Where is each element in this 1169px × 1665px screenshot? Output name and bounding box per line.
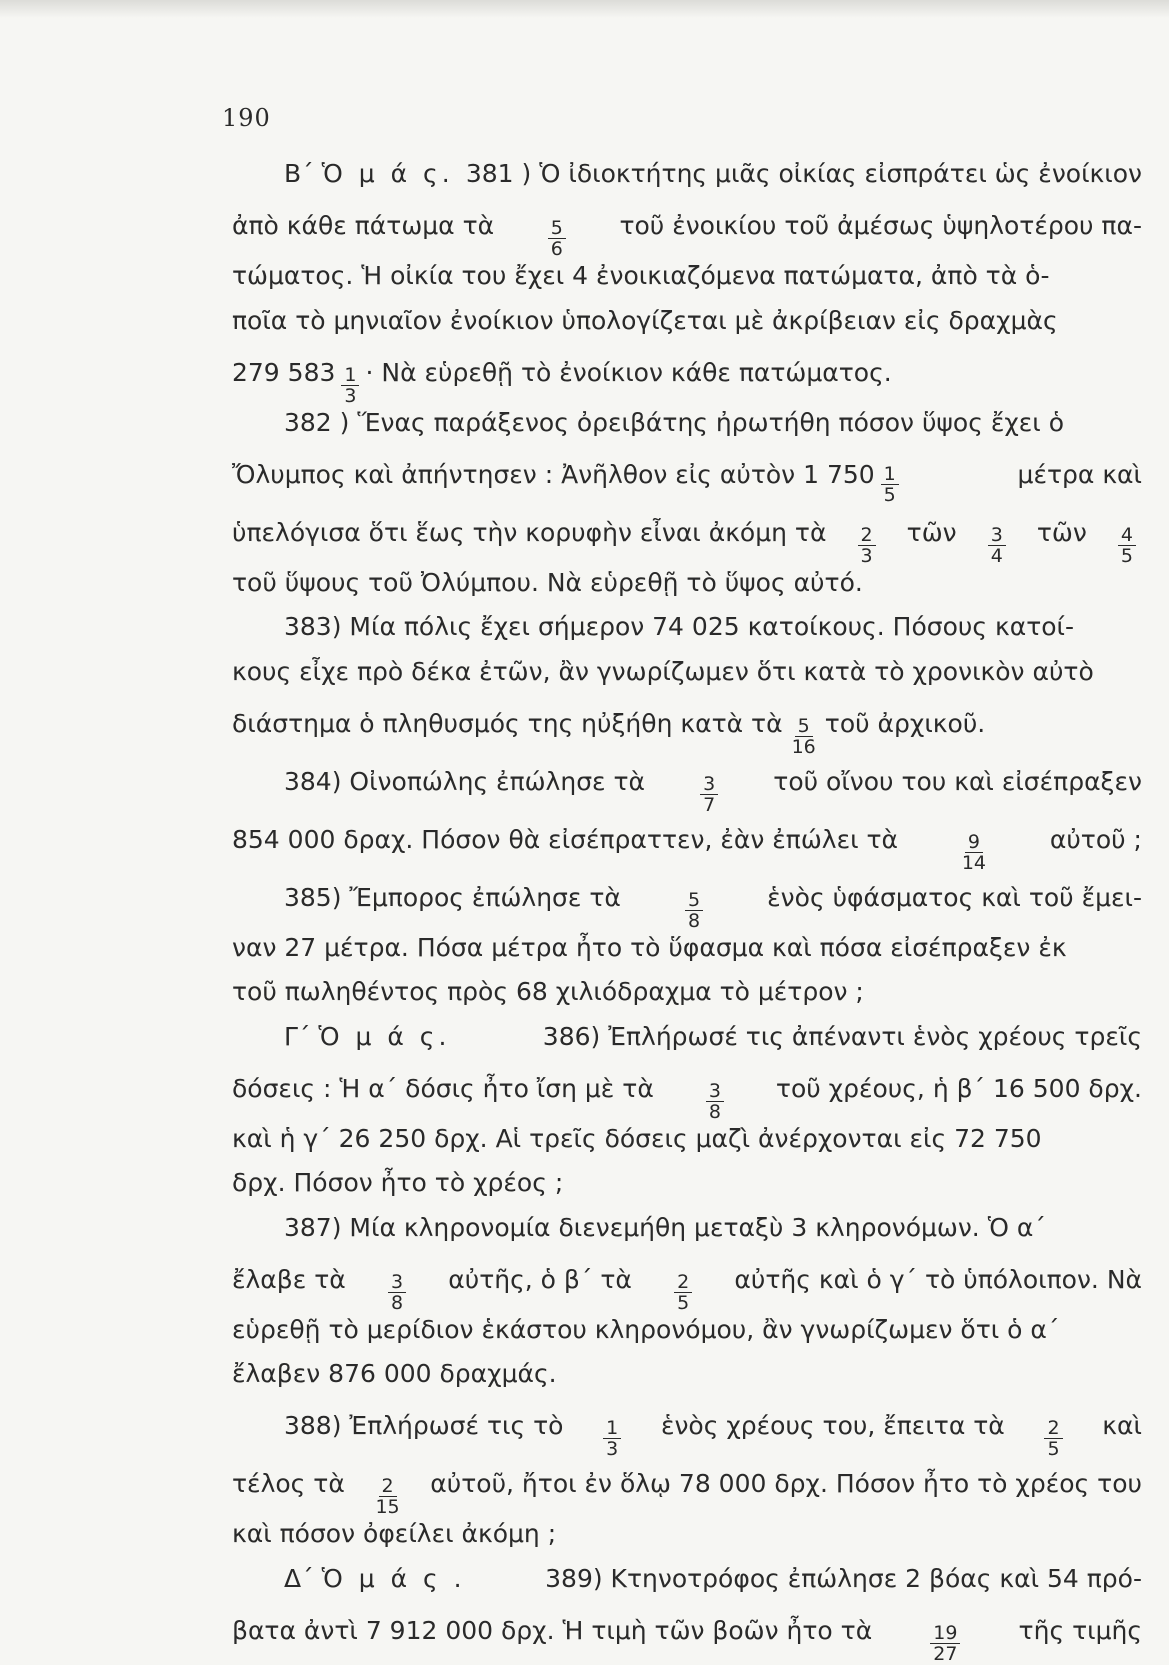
text-line [232, 1557, 1142, 1601]
text-line [232, 299, 1142, 343]
page-edge-shadow [0, 0, 1169, 18]
text-line [232, 152, 1142, 196]
numerator: 3 [700, 774, 718, 795]
text-line [232, 1117, 1142, 1161]
problem-383-text: 383) Μία πόλις ἔχει σήμερον 74 025 κατοίκους. Πόσους κατοί- [284, 612, 1075, 642]
fraction [548, 218, 566, 259]
text-line [232, 868, 1142, 933]
text-line [232, 752, 1142, 817]
section-heading: Ὁ μ ά ς. [318, 1021, 451, 1051]
denominator: 6 [550, 238, 563, 261]
denominator: 15 [375, 1496, 400, 1519]
numerator: 19 [930, 1623, 960, 1644]
fraction [372, 1476, 402, 1517]
text-line [232, 1161, 1142, 1205]
numerator: 9 [965, 832, 983, 853]
text-line [232, 694, 1142, 759]
problem-381-text: 381 ) Ὁ ἰδιοκτήτης μιᾶς οἰκίας εἰσπράτει ὡς ἐνοίκιον [465, 159, 1142, 188]
problem-382-text: 382 ) Ἕνας παράξενος ὀρειβάτης ἠρωτήθη πόσον ὕψος ἔχει ὁ [284, 407, 1064, 437]
text-line [232, 254, 1142, 298]
numerator: 3 [988, 525, 1006, 546]
text-segment: τοῦ οἴνου του καὶ εἰσέπραξεν [773, 767, 1142, 797]
numerator: 4 [1118, 525, 1136, 546]
text-segment: τοῦ πωληθέντος πρὸς 68 χιλιόδραχμα τὸ μέτρον ; [232, 977, 864, 1007]
text-line [232, 401, 1142, 445]
text-segment: βατα ἀντὶ 7 912 000 δρχ. Ἡ τιμὴ τῶν βοῶν ἦτο τὰ [232, 1616, 873, 1646]
text-segment: 279 583 [232, 357, 336, 387]
fraction [1118, 525, 1136, 566]
text-segment: τέλος τὰ [232, 1469, 345, 1499]
text-line [232, 1352, 1142, 1396]
text-line [232, 445, 1142, 506]
denominator: 5 [1120, 545, 1133, 568]
text-segment: αὐτῆς, ὁ β΄ τὰ [448, 1264, 632, 1294]
text-segment: κους εἶχε πρὸ δέκα ἐτῶν, ἂν γνωρίζωμεν ὅτι κατὰ τὸ χρονικὸν αὐτὸ [232, 656, 1094, 686]
section-label: Γ΄ [284, 1021, 319, 1051]
text-line [232, 970, 1142, 1014]
text-segment: δρχ. Πόσον ἦτο τὸ χρέος ; [232, 1168, 564, 1198]
denominator: 5 [677, 1291, 690, 1314]
page-number: 190 [222, 104, 271, 132]
text-line [232, 810, 1142, 875]
problem-387-text: 387) Μία κληρονομία διενεμήθη μεταξὺ 3 κληρονόμων. Ὁ α΄ [284, 1212, 1046, 1242]
fraction [603, 1418, 621, 1459]
text-line [232, 196, 1142, 261]
numerator: 1 [881, 464, 899, 485]
text-segment: ἑνὸς χρέους του, ἔπειτα τὰ [660, 1411, 1005, 1441]
text-segment: ποῖα τὸ μηνιαῖον ἐνοίκιον ὑπολογίζεται μὲ ἀκρίβειαν εἰς δραχμὰς [232, 305, 1058, 335]
text-line [232, 343, 1142, 407]
text-segment: ἔλαβε τὰ [232, 1264, 346, 1294]
text-line [232, 503, 1142, 568]
text-line [232, 1015, 1142, 1059]
text-segment: καὶ πόσον ὀφείλει ἀκόμη ; [232, 1519, 557, 1549]
fraction [341, 365, 359, 406]
page-body [232, 152, 1142, 1665]
fraction [388, 1272, 406, 1313]
denominator: 3 [860, 545, 873, 568]
denominator: 14 [961, 852, 987, 875]
fraction [988, 525, 1006, 566]
problem-384-text: 384) Οἰνοπώλης ἐπώλησε τὰ [284, 767, 646, 797]
fraction [930, 1623, 960, 1664]
section-heading: Ὁ μ ά ς. [321, 159, 454, 188]
section-label: Β΄ [284, 159, 322, 188]
text-segment: τώματος. Ἡ οἰκία του ἔχει 4 ἐνοικιαζόμενα πατώματα, ἀπὸ τὰ ὁ- [232, 261, 1050, 291]
text-segment: τοῦ ἀρχικοῦ. [824, 709, 986, 739]
text-line [232, 561, 1142, 605]
denominator: 5 [883, 483, 896, 506]
fraction [1044, 1418, 1062, 1459]
text-segment: καὶ [1102, 1411, 1142, 1441]
text-segment: καὶ ἡ γ΄ 26 250 δρχ. Αἱ τρεῖς δόσεις μαζὶ ἀνέρχονται εἰς 72 750 [232, 1123, 1042, 1153]
text-line [232, 650, 1142, 694]
fraction [858, 525, 876, 566]
problem-386-text: 386) Ἐπλήρωσέ τις ἀπέναντι ἑνὸς χρέους τρεῖς [542, 1021, 1142, 1051]
text-segment: · Νὰ εὑρεθῇ τὸ ἐνοίκιον κάθε πατώματος. [365, 357, 892, 387]
numerator: 2 [1044, 1418, 1062, 1439]
text-line [232, 1206, 1142, 1250]
text-line [232, 1454, 1142, 1519]
numerator: 2 [858, 525, 876, 546]
numerator: 3 [388, 1272, 406, 1293]
denominator: 4 [990, 545, 1003, 568]
text-line [232, 1396, 1142, 1461]
text-segment: τοῦ ὕψους τοῦ Ὀλύμπου. Νὰ εὑρεθῇ τὸ ὕψος αὐτό. [232, 568, 863, 598]
fraction [700, 774, 718, 815]
denominator: 16 [791, 736, 816, 759]
denominator: 7 [703, 794, 716, 817]
denominator: 8 [687, 910, 701, 933]
fraction [959, 832, 989, 873]
text-segment: τοῦ ἐνοικίου τοῦ ἀμέσως ὑψηλοτέρου πα- [619, 211, 1142, 241]
text-segment: εὑρεθῇ τὸ μερίδιον ἑκάστου κληρονόμου, ἂν γνωρίζωμεν ὅτι ὁ α΄ [232, 1314, 1060, 1344]
text-line [232, 1601, 1142, 1665]
numerator: 3 [706, 1081, 724, 1102]
denominator: 27 [933, 1643, 958, 1665]
text-segment: ἀπὸ κάθε πάτωμα τὰ [232, 211, 495, 241]
text-segment: μέτρα καὶ [1017, 460, 1142, 490]
text-line [232, 1250, 1142, 1314]
fraction [674, 1272, 692, 1313]
numerator: 2 [379, 1476, 397, 1497]
text-segment: αὐτοῦ, ἤτοι ἐν ὅλῳ 78 000 δρχ. Πόσον ἦτο τὸ χρέος του [430, 1469, 1142, 1499]
text-segment: τῶν [906, 518, 957, 548]
text-segment: ναν 27 μέτρα. Πόσα μέτρα ἦτο τὸ ὕφασμα καὶ πόσα εἰσέπραξεν ἐκ [232, 933, 1067, 963]
text-segment: 854 000 δραχ. Πόσον θὰ εἰσέπραττεν, ἐὰν ἐπώλει τὰ [232, 825, 899, 855]
fraction [789, 716, 819, 757]
text-line [232, 1512, 1142, 1556]
text-segment: Ὄλυμπος καὶ ἀπήντησεν : Ἀνῆλθον εἰς αὐτὸν 1 750 [232, 460, 875, 490]
numerator: 1 [603, 1418, 621, 1439]
section-label: Δ΄ [284, 1563, 322, 1593]
text-segment: ὑπελόγισα ὅτι ἕως τὴν κορυφὴν εἶναι ἀκόμη τὰ [232, 518, 827, 548]
text-segment: αὐτοῦ ; [1049, 825, 1142, 855]
denominator: 8 [390, 1291, 404, 1314]
text-segment: αὐτῆς καὶ ὁ γ΄ τὸ ὑπόλοιπον. Νὰ [734, 1264, 1142, 1294]
text-segment: δόσεις : Ἡ α΄ δόσις ἦτο ἴση μὲ τὰ [232, 1073, 654, 1103]
denominator: 8 [708, 1100, 721, 1123]
fraction [685, 890, 703, 931]
numerator: 2 [674, 1272, 692, 1293]
problem-388-text: 388) Ἐπλήρωσέ τις τὸ [284, 1411, 564, 1441]
fraction [706, 1081, 724, 1122]
text-segment: ἔλαβεν 876 000 δραχμάς. [232, 1359, 557, 1389]
text-line [232, 926, 1142, 970]
problem-389-text: 389) Κτηνοτρόφος ἐπώλησε 2 βόας καὶ 54 πρό- [545, 1563, 1142, 1593]
numerator: 5 [795, 716, 813, 737]
numerator: 5 [685, 890, 703, 911]
text-segment: τῶν [1036, 518, 1087, 548]
text-segment: τοῦ χρέους, ἡ β΄ 16 500 δρχ. [775, 1073, 1142, 1103]
problem-385-text: 385) Ἔμπορος ἐπώλησε τὰ [284, 883, 621, 913]
text-line [232, 1308, 1142, 1352]
denominator: 5 [1047, 1438, 1060, 1461]
text-line [232, 1059, 1142, 1123]
numerator: 5 [548, 218, 566, 239]
denominator: 3 [606, 1438, 619, 1461]
fraction [881, 464, 899, 505]
section-heading: Ὁ μ ά ς . [321, 1563, 466, 1593]
numerator: 1 [341, 365, 359, 386]
denominator: 3 [344, 384, 357, 407]
text-segment: διάστημα ὁ πληθυσμός της ηὐξήθη κατὰ τὰ [232, 709, 783, 739]
text-line [232, 605, 1142, 649]
text-segment: ἑνὸς ὑφάσματος καὶ τοῦ ἔμει- [767, 883, 1142, 913]
text-segment: τῆς τιμῆς [1018, 1616, 1142, 1646]
